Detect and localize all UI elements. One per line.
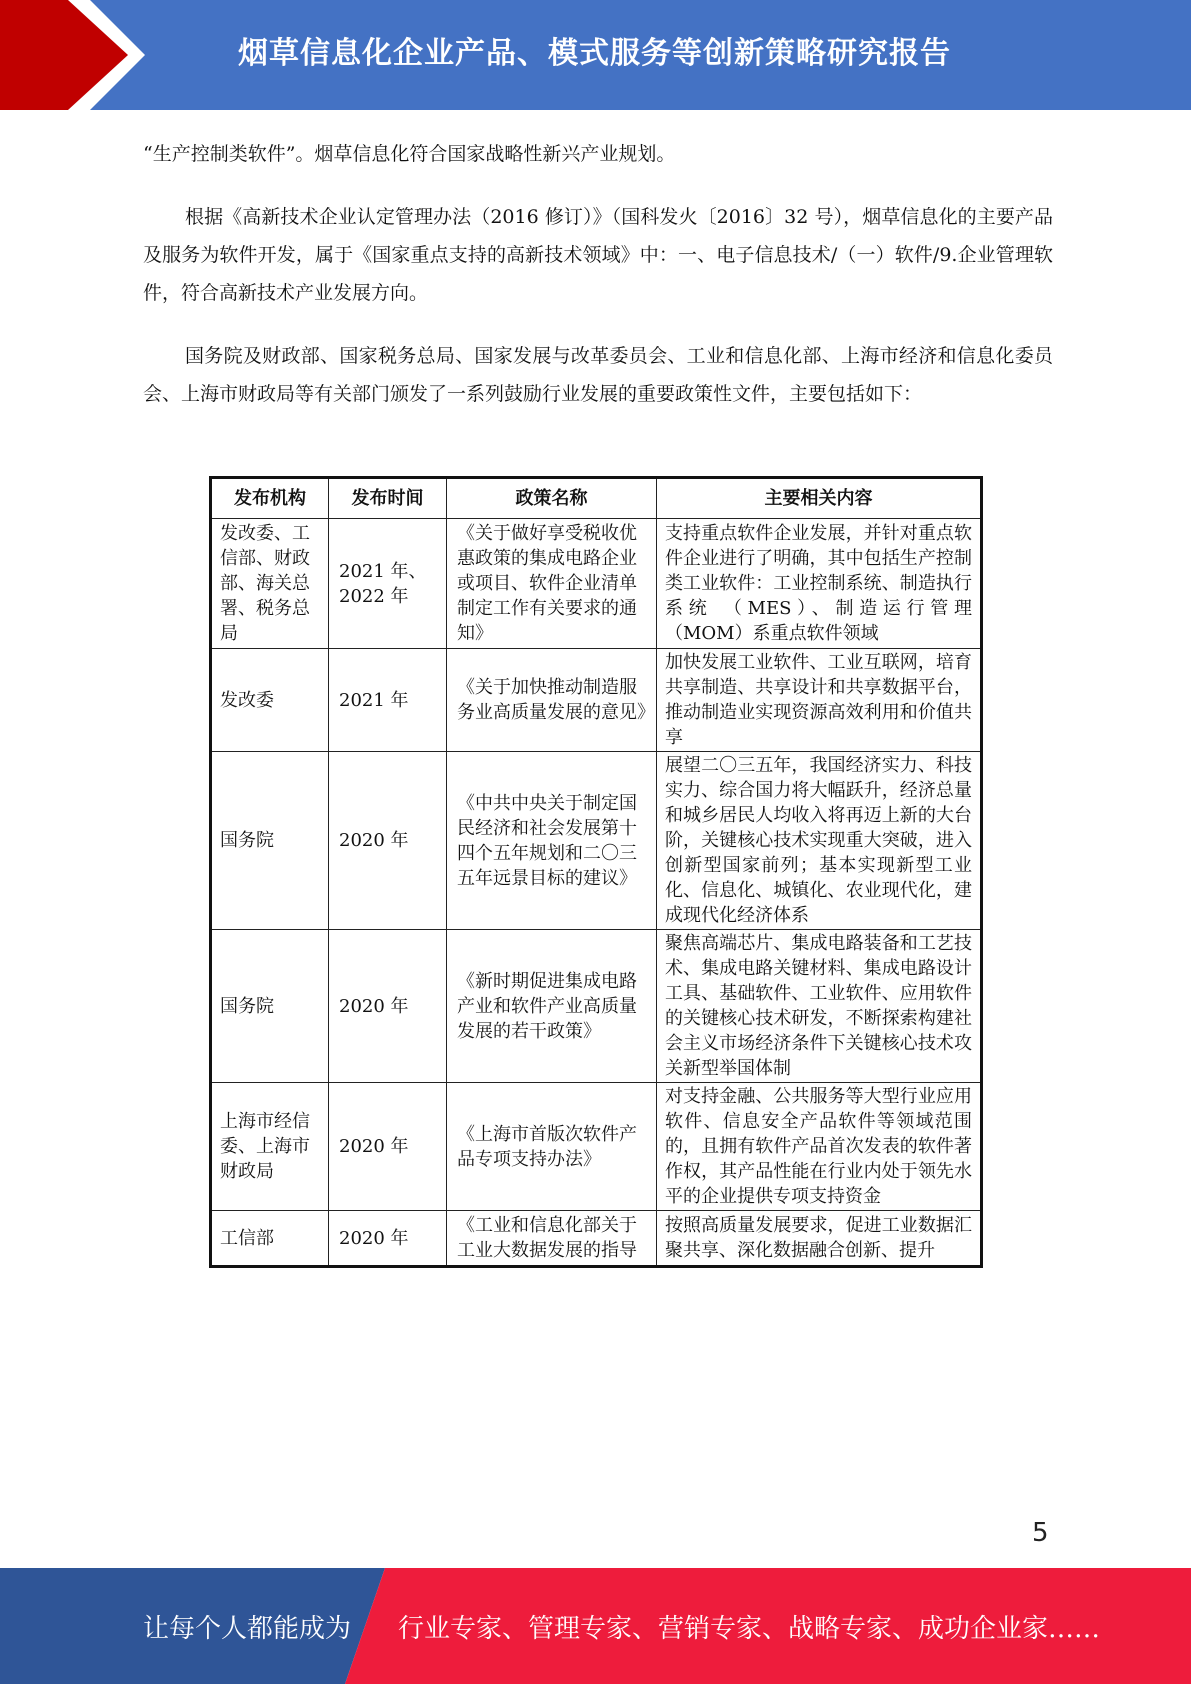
table-row — [211, 1211, 982, 1267]
body-text — [143, 135, 1053, 438]
cell-date: 2021 年、2022 年 — [329, 519, 447, 649]
header-org: 发布机构 — [211, 478, 329, 519]
cell-date: 2021 年 — [329, 649, 447, 752]
table-row — [211, 752, 982, 930]
header-date: 发布时间 — [329, 478, 447, 519]
table-row — [211, 1083, 982, 1211]
cell-content: 展望二〇三五年，我国经济实力、科技实力、综合国力将大幅跃升，经济总量和城乡居民人均收入将再迈上新的大台阶，关键核心技术实现重大突破，进入创新型国家前列；基本实现新型工业化、信息化、城镇化、农业现代化，建成现代化经济体系 — [657, 752, 982, 930]
footer-slogan-right: 行业专家、管理专家、营销专家、战略专家、成功企业家…… — [398, 1614, 1101, 1644]
cell-policy-name: 《上海市首版次软件产品专项支持办法》 — [447, 1083, 657, 1211]
header-arrow-decoration — [0, 0, 160, 110]
table-row — [211, 930, 982, 1083]
report-title: 烟草信息化企业产品、模式服务等创新策略研究报告 — [238, 36, 951, 71]
page-footer — [0, 1568, 1191, 1684]
paragraph-3: 国务院及财政部、国家税务总局、国家发展与改革委员会、工业和信息化部、上海市经济和信息化委员会、上海市财政局等有关部门颁发了一系列鼓励行业发展的重要政策性文件，主要包括如下： — [143, 345, 1053, 405]
table-row — [211, 649, 982, 752]
cell-org: 发改委、工信部、财政部、海关总署、税务总局 — [211, 519, 329, 649]
header-content: 主要相关内容 — [657, 478, 982, 519]
cell-policy-name: 《新时期促进集成电路产业和软件产业高质量发展的若干政策》 — [447, 930, 657, 1083]
cell-content: 按照高质量发展要求，促进工业数据汇聚共享、深化数据融合创新、提升 — [657, 1211, 982, 1267]
cell-policy-name: 《中共中央关于制定国民经济和社会发展第十四个五年规划和二〇三五年远景目标的建议》 — [447, 752, 657, 930]
cell-policy-name: 《关于加快推动制造服务业高质量发展的意见》 — [447, 649, 657, 752]
cell-policy-name: 《关于做好享受税收优惠政策的集成电路企业或项目、软件企业清单制定工作有关要求的通知》 — [447, 519, 657, 649]
header-policy-name: 政策名称 — [447, 478, 657, 519]
cell-date: 2020 年 — [329, 752, 447, 930]
table-header-row — [211, 478, 982, 519]
cell-org: 国务院 — [211, 930, 329, 1083]
cell-org: 工信部 — [211, 1211, 329, 1267]
cell-org: 上海市经信委、上海市财政局 — [211, 1083, 329, 1211]
cell-content: 对支持金融、公共服务等大型行业应用软件、信息安全产品软件等领域范围的，且拥有软件产品首次发表的软件著作权，其产品性能在行业内处于领先水平的企业提供专项支持资金 — [657, 1083, 982, 1211]
cell-content: 支持重点软件企业发展，并针对重点软件企业进行了明确，其中包括生产控制类工业软件：工业控制系统、制造执行系统 （MES）、制造运行管理（MOM）系重点软件领域 — [657, 519, 982, 649]
page-header — [0, 0, 1191, 110]
policy-table-container — [209, 476, 980, 1268]
cell-org: 国务院 — [211, 752, 329, 930]
policy-table — [209, 476, 983, 1268]
cell-date: 2020 年 — [329, 930, 447, 1083]
paragraph-1: “生产控制类软件”。烟草信息化符合国家战略性新兴产业规划。 — [143, 143, 676, 165]
footer-slogan-left: 让每个人都能成为 — [143, 1614, 352, 1644]
page-number: 5 — [1032, 1518, 1049, 1548]
cell-policy-name: 《工业和信息化部关于工业大数据发展的指导 — [447, 1211, 657, 1267]
cell-date: 2020 年 — [329, 1211, 447, 1267]
cell-date: 2020 年 — [329, 1083, 447, 1211]
table-row — [211, 519, 982, 649]
cell-content: 加快发展工业软件、工业互联网，培育共享制造、共享设计和共享数据平台，推动制造业实现资源高效利用和价值共享 — [657, 649, 982, 752]
cell-org: 发改委 — [211, 649, 329, 752]
cell-content: 聚焦高端芯片、集成电路装备和工艺技术、集成电路关键材料、集成电路设计工具、基础软件、工业软件、应用软件的关键核心技术研发，不断探索构建社会主义市场经济条件下关键核心技术攻关新型举国体制 — [657, 930, 982, 1083]
paragraph-2: 根据《高新技术企业认定管理办法（2016 修订）》（国科发火〔2016〕32 号），烟草信息化的主要产品及服务为软件开发，属于《国家重点支持的高新技术领域》中：一、电子信息技术/（一）软件/9.企业管理软件，符合高新技术产业发展方向。 — [143, 206, 1053, 304]
